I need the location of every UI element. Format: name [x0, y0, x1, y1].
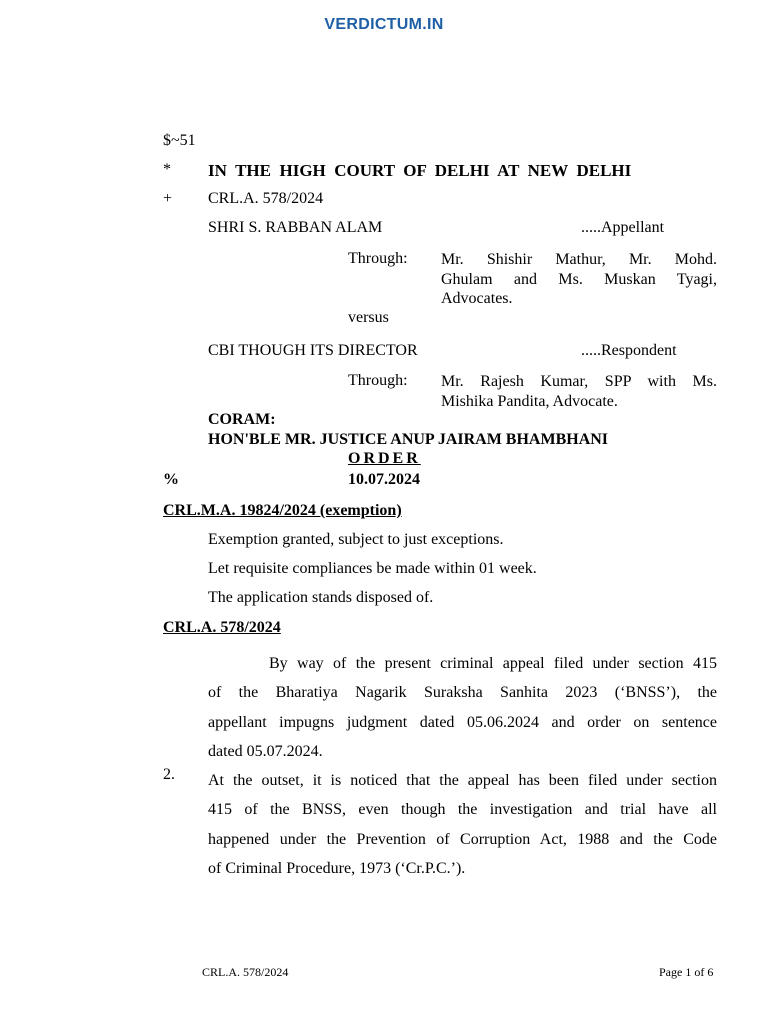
appellant-counsel-line: Advocates.: [441, 290, 513, 307]
paragraph-line: appellant impugns judgment dated 05.06.2024 and order on sentence: [208, 713, 717, 731]
section-heading-appeal: CRL.A. 578/2024: [163, 619, 281, 636]
case-number: CRL.A. 578/2024: [208, 190, 324, 207]
respondent-role: .....Respondent: [581, 342, 677, 359]
matter-code: $~51: [163, 132, 196, 149]
appellant-role: .....Appellant: [581, 219, 665, 236]
respondent-through-label: Through:: [348, 372, 408, 389]
exemption-line: Exemption granted, subject to just exceptions.: [208, 531, 504, 548]
exemption-line: The application stands disposed of.: [208, 589, 434, 606]
paragraph-2-number: 2.: [163, 766, 175, 783]
appellant-counsel: [441, 250, 717, 309]
paragraph-line: By way of the present criminal appeal filed under section 415: [269, 655, 717, 672]
appellant-counsel-line: Ghulam and Ms. Muskan Tyagi,: [441, 270, 717, 288]
paragraph-2: [208, 766, 717, 883]
plus-marker: +: [163, 190, 173, 207]
paragraph-line: dated 05.07.2024.: [208, 742, 323, 760]
order-date: 10.07.2024: [348, 471, 420, 488]
section-heading-exemption: CRL.M.A. 19824/2024 (exemption): [163, 502, 402, 519]
appellant-counsel-line: Mr. Shishir Mathur, Mr. Mohd.: [441, 251, 717, 268]
site-brand-watermark: VERDICTUM.IN: [324, 16, 444, 33]
judge-name: HON'BLE MR. JUSTICE ANUP JAIRAM BHAMBHANI: [208, 431, 609, 448]
paragraph-line: At the outset, it is noticed that the appeal has been filed under section: [208, 772, 717, 789]
paragraph-line: happened under the Prevention of Corruption Act, 1988 and the Code: [208, 830, 717, 848]
paragraph-line: of the Bharatiya Nagarik Suraksha Sanhita 2023 (‘BNSS’), the: [208, 684, 717, 702]
paragraph-1: [208, 649, 717, 766]
star-marker: *: [163, 161, 171, 178]
appellant-through-label: Through:: [348, 250, 408, 267]
respondent-name: CBI THOUGH ITS DIRECTOR: [208, 342, 418, 359]
order-title: ORDER: [348, 450, 421, 467]
court-title: IN THE HIGH COURT OF DELHI AT NEW DELHI: [208, 161, 632, 180]
appellant-name: SHRI S. RABBAN ALAM: [208, 219, 383, 236]
respondent-counsel: [441, 372, 717, 411]
percent-marker: %: [163, 471, 179, 488]
footer-case-ref: CRL.A. 578/2024: [202, 965, 289, 979]
versus-label: versus: [348, 309, 389, 326]
coram-label: CORAM:: [208, 411, 276, 428]
respondent-counsel-line: Mr. Rajesh Kumar, SPP with Ms.: [441, 373, 717, 390]
exemption-line: Let requisite compliances be made within 01 week.: [208, 560, 537, 577]
paragraph-line: 415 of the BNSS, even though the investigation and trial have all: [208, 801, 717, 819]
respondent-counsel-line: Mishika Pandita, Advocate.: [441, 392, 618, 410]
paragraph-line: of Criminal Procedure, 1973 (‘Cr.P.C.’).: [208, 859, 466, 877]
footer-page-number: Page 1 of 6: [659, 965, 714, 979]
